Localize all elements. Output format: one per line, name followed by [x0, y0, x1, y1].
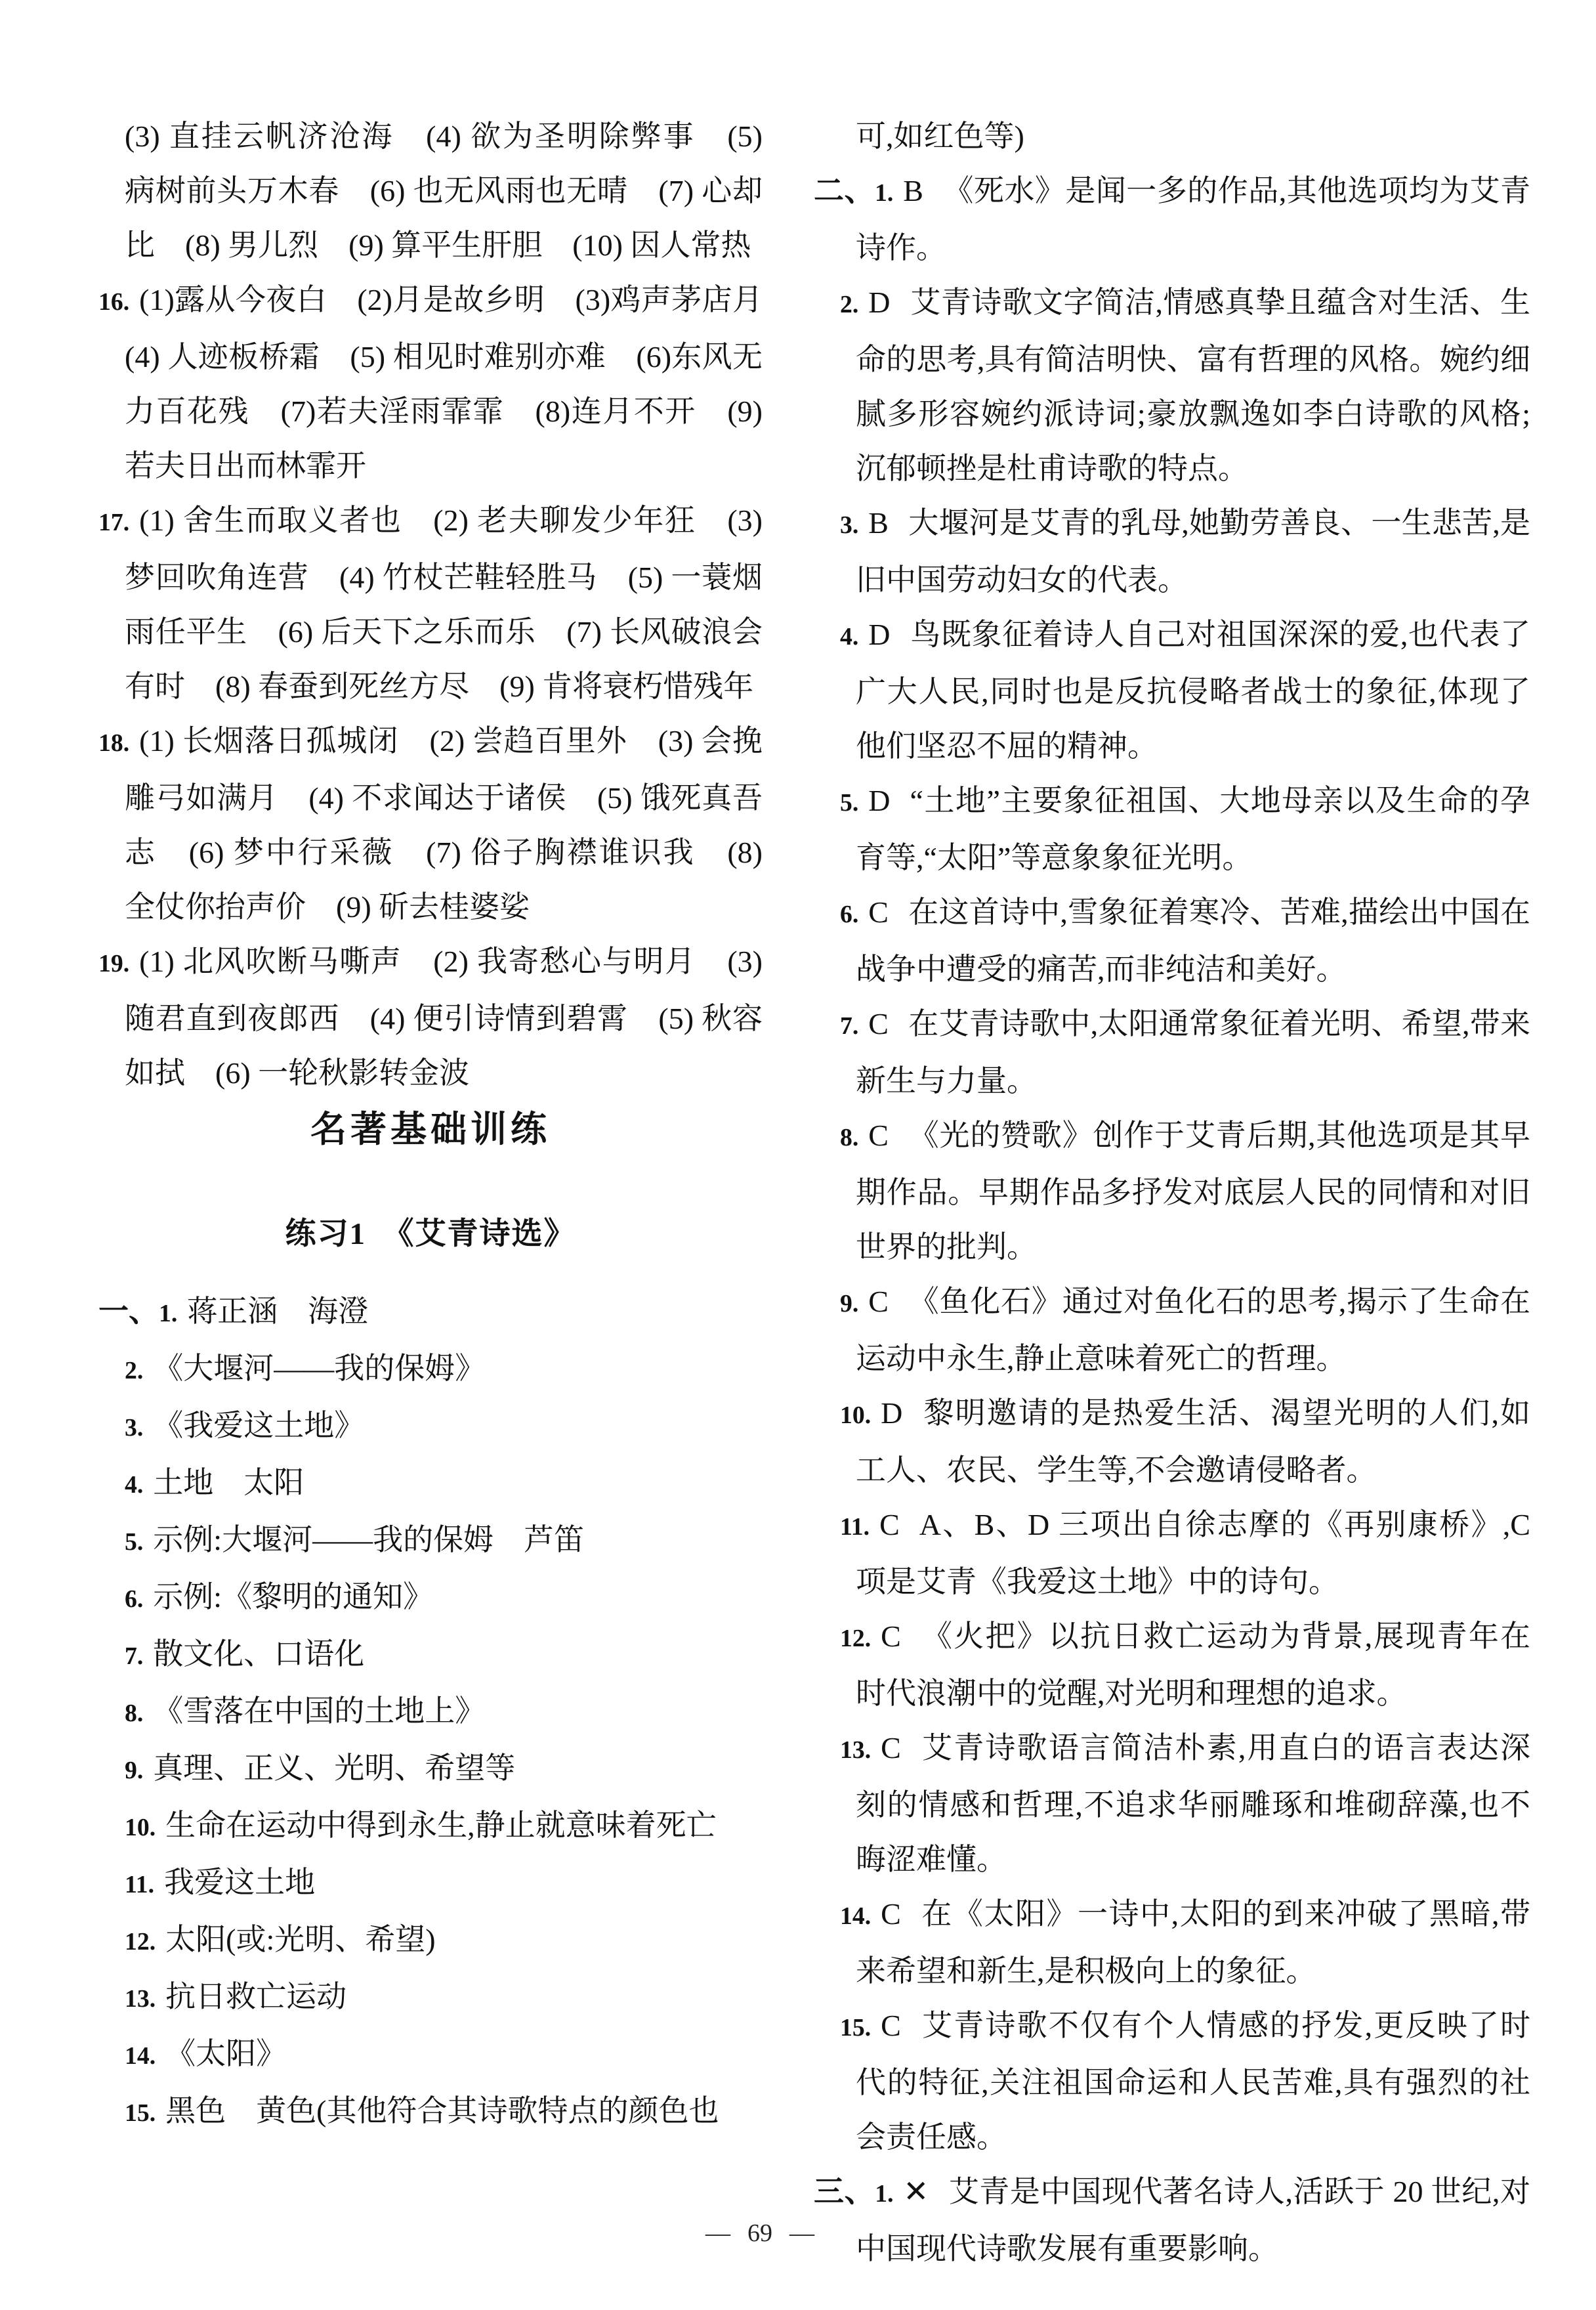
carryover-text: 可,如红色等) — [856, 119, 1024, 153]
answer-item-17 — [98, 493, 763, 714]
right-column — [814, 109, 1530, 2276]
page-number — [705, 2219, 814, 2248]
item-text: 《死水》是闻一多的作品,其他选项均为艾青诗作。 — [856, 174, 1531, 265]
item-number: 14. — [125, 2042, 156, 2070]
answer-item-s1-6 — [98, 1570, 763, 1627]
item-text: 示例:《黎明的通知》 — [153, 1580, 434, 1614]
carryover-answer-line — [814, 109, 1530, 163]
answer-item-s1-12 — [98, 1912, 763, 1969]
answer-item-s1-10 — [98, 1798, 763, 1855]
answer-item-s1-5 — [98, 1512, 763, 1570]
answer-item-s2-13 — [814, 1721, 1530, 1887]
item-number: 12. — [840, 1625, 872, 1652]
item-text: 《雪落在中国的土地上》 — [153, 1694, 486, 1728]
item-text: 蒋正涵 海澄 — [187, 1294, 369, 1328]
item-text: 艾青诗歌不仅有个人情感的抒发,更反映了时代的特征,关注祖国命运和人民苦难,具有强烈的社会责任感。 — [856, 2009, 1530, 2154]
item-text: 在这首诗中,雪象征着寒冷、苦难,描绘出中国在战争中遭受的痛苦,而非纯洁和美好。 — [856, 895, 1530, 986]
answer-item-s1-11 — [98, 1855, 763, 1912]
answer-item-s1-15 — [98, 2084, 763, 2141]
item-number: 15. — [125, 2099, 156, 2127]
answer-item-s2-7 — [814, 996, 1530, 1108]
choice-letter: C — [868, 1119, 889, 1152]
choice-letter: C — [879, 1508, 900, 1541]
item-number: 15. — [840, 2014, 872, 2042]
item-text: 抗日救亡运动 — [165, 1980, 347, 2013]
item-number: 5. — [840, 789, 859, 817]
choice-letter: D — [868, 784, 891, 817]
item-text: 《大堰河——我的保姆》 — [153, 1352, 486, 1385]
item-number: 2. — [125, 1357, 144, 1384]
item-text: 示例:大堰河——我的保姆 芦笛 — [153, 1523, 585, 1556]
item-number: 6. — [125, 1585, 144, 1613]
item-number: 10. — [125, 1814, 156, 1841]
answer-item-16 — [98, 272, 793, 493]
answer-item-s2-5 — [814, 773, 1530, 885]
item-number: 3. — [840, 511, 859, 539]
item-number: 7. — [840, 1012, 859, 1040]
answer-item-s2-2 — [814, 275, 1530, 496]
choice-letter: D — [868, 286, 891, 319]
answer-item-s2-8 — [814, 1108, 1530, 1274]
item-number: 9. — [125, 1757, 144, 1784]
item-number: 10. — [840, 1401, 872, 1429]
item-number: 6. — [840, 901, 859, 928]
item-number: 4. — [840, 623, 859, 651]
item-number: 2. — [840, 291, 859, 318]
item-number: 4. — [125, 1471, 144, 1499]
item-text: 生命在运动中得到永生,静止就意味着死亡 — [165, 1808, 717, 1842]
page-number-value: 69 — [747, 2219, 772, 2247]
item-text: 艾青诗歌语言简洁朴素,用直白的语言表达深刻的情感和哲理,不追求华丽雕琢和堆砌辞藻,也不晦涩难懂。 — [856, 1731, 1530, 1876]
item-text: A、B、D 三项出自徐志摩的《再别康桥》,C项是艾青《我爱这土地》中的诗句。 — [856, 1508, 1530, 1598]
answer-item-s1-7 — [98, 1627, 763, 1684]
item-number: 11. — [125, 1871, 155, 1898]
item-number: 14. — [840, 1902, 872, 1930]
answer-item-18 — [98, 714, 763, 934]
item-text: (1)露从今夜白 (2)月是故乡明 (3)鸡声茅店月 (4) 人迹板桥霜 (5) 相见时难别亦难 (6)东风无力百花残 (7)若夫淫雨霏霏 (8)连月不开 (9)若夫日出而林霏开 — [125, 283, 793, 482]
item-text: 黑色 黄色(其他符合其诗歌特点的颜色也 — [165, 2094, 719, 2128]
choice-letter: C — [881, 1619, 901, 1653]
choice-letter: C — [868, 895, 889, 929]
item-text: 艾青诗歌文字简洁,情感真挚且蕴含对生活、生命的思考,具有简洁明快、富有哲理的风格。婉约细腻多形容婉约派诗词;豪放飘逸如李白诗歌的风格;沉郁顿挫是杜甫诗歌的特点。 — [856, 286, 1530, 485]
choice-letter: D — [881, 1396, 903, 1430]
item-text: (1) 北风吹断马嘶声 (2) 我寄愁心与明月 (3) 随君直到夜郎西 (4) 便引诗情到碧霄 (5) 秋容如拭 (6) 一轮秋影转金波 — [125, 945, 763, 1090]
answer-item-s1-2 — [98, 1341, 763, 1398]
answer-item-s2-10 — [814, 1386, 1530, 1497]
section-title: 名著基础训练 — [310, 1109, 551, 1149]
item-number: 13. — [125, 1985, 156, 2013]
section-label: 三、 — [814, 2175, 875, 2208]
page-number-dash-left: — — [705, 2219, 730, 2247]
left-column — [98, 109, 793, 2141]
item-number: 8. — [125, 1700, 144, 1727]
item-text: 我爱这土地 — [164, 1866, 316, 1899]
answer-item-s2-11 — [814, 1497, 1530, 1609]
answer-item-s1-13 — [98, 1969, 763, 2026]
section-label: 二、 — [814, 174, 875, 207]
item-text: 鸟既象征着诗人自己对祖国深深的爱,也代表了广大人民,同时也是反抗侵略者战士的象征,体现了他们坚忍不屈的精神。 — [856, 618, 1530, 763]
item-text: 太阳(或:光明、希望) — [165, 1923, 436, 1956]
item-text: 真理、正义、光明、希望等 — [153, 1751, 516, 1785]
choice-letter: B — [868, 506, 889, 540]
item-text: 土地 太阳 — [153, 1466, 304, 1499]
choice-letter: C — [868, 1007, 889, 1040]
item-number: 12. — [125, 1928, 156, 1956]
item-text: 大堰河是艾青的乳母,她勤劳善良、一生悲苦,是旧中国劳动妇女的代表。 — [856, 506, 1530, 597]
item-number: 16. — [98, 288, 130, 316]
item-number: 7. — [125, 1642, 144, 1670]
judgement-mark: ✕ — [903, 2175, 929, 2208]
exercise-title: 练习1 《艾青诗选》 — [285, 1217, 576, 1251]
section-label: 一、 — [98, 1294, 159, 1328]
item-text: 《鱼化石》通过对鱼化石的思考,揭示了生命在运动中永生,静止意味着死亡的哲理。 — [856, 1285, 1530, 1375]
item-number: 1. — [874, 179, 894, 207]
item-text: 艾青是中国现代著名诗人,活跃于 20 世纪,对中国现代诗歌发展有重要影响。 — [856, 2175, 1531, 2265]
choice-letter: C — [881, 2009, 901, 2042]
answer-item-s2-15 — [814, 1998, 1530, 2164]
item-text: 《火把》以抗日救亡运动为背景,展现青年在时代浪潮中的觉醒,对光明和理想的追求。 — [856, 1619, 1530, 1710]
item-number: 8. — [840, 1124, 859, 1151]
answer-item-s1-3 — [98, 1398, 763, 1455]
item-text: 在艾青诗歌中,太阳通常象征着光明、希望,带来新生与力量。 — [856, 1007, 1530, 1098]
page-number-dash-right: — — [789, 2219, 814, 2247]
item-number: 5. — [125, 1528, 144, 1556]
choice-letter: B — [903, 174, 923, 207]
item-number: 3. — [125, 1414, 144, 1442]
item-number: 13. — [840, 1736, 872, 1764]
item-text: 《光的赞歌》创作于艾青后期,其他选项是其早期作品。早期作品多抒发对底层人民的同情和对旧世界的批判。 — [856, 1119, 1530, 1264]
item-text: 散文化、口语化 — [153, 1637, 365, 1671]
item-number: 1. — [875, 2180, 894, 2208]
choice-letter: C — [881, 1897, 901, 1931]
item-text: 《我爱这土地》 — [153, 1409, 365, 1442]
choice-letter: C — [881, 1731, 901, 1765]
item-text: “土地”主要象征祖国、大地母亲以及生命的孕育等,“太阳”等意象象征光明。 — [856, 784, 1530, 874]
answer-item-s2-6 — [814, 885, 1530, 996]
answer-item-s1-8 — [98, 1684, 763, 1741]
answer-item-s3-1 — [814, 2164, 1530, 2276]
answer-item-s1-4 — [98, 1455, 763, 1512]
answer-item-s2-9 — [814, 1274, 1530, 1386]
carryover-answer-lines — [98, 109, 763, 272]
item-number: 18. — [98, 729, 130, 757]
carryover-text: (3) 直挂云帆济沧海 (4) 欲为圣明除弊事 (5) 病树前头万木春 (6) 也无风雨也无晴 (7) 心却比 (8) 男儿烈 (9) 算平生肝胆 (10) 因人常热 — [125, 119, 763, 262]
answer-item-s1-1 — [98, 1284, 763, 1341]
answer-item-s1-14 — [98, 2026, 763, 2084]
item-number: 19. — [98, 950, 130, 977]
choice-letter: C — [868, 1285, 889, 1318]
item-number: 17. — [98, 509, 130, 536]
answer-item-19 — [98, 934, 763, 1100]
answer-item-s2-4 — [814, 607, 1530, 773]
item-number: 11. — [840, 1513, 870, 1541]
answer-item-s2-3 — [814, 496, 1530, 607]
item-number: 9. — [840, 1290, 859, 1317]
answer-item-s1-9 — [98, 1741, 763, 1798]
item-text: 在《太阳》一诗中,太阳的到来冲破了黑暗,带来希望和新生,是积极向上的象征。 — [856, 1897, 1530, 1988]
choice-letter: D — [868, 618, 891, 651]
item-number: 1. — [159, 1300, 178, 1327]
answer-item-s2-14 — [814, 1887, 1530, 1998]
item-text: 《太阳》 — [165, 2037, 287, 2070]
answer-item-s2-1 — [814, 163, 1530, 275]
answer-item-s2-12 — [814, 1609, 1530, 1721]
item-text: (1) 长烟落日孤城闭 (2) 尝趋百里外 (3) 会挽雕弓如满月 (4) 不求闻达于诸侯 (5) 饿死真吾志 (6) 梦中行采薇 (7) 俗子胸襟谁识我 (8) 全仗你抬声价 (9) 斫去桂婆娑 — [125, 724, 763, 924]
item-text: 黎明邀请的是热爱生活、渴望光明的人们,如工人、农民、学生等,不会邀请侵略者。 — [856, 1396, 1530, 1487]
item-text: (1) 舍生而取义者也 (2) 老夫聊发少年狂 (3) 梦回吹角连营 (4) 竹杖芒鞋轻胜马 (5) 一蓑烟雨任平生 (6) 后天下之乐而乐 (7) 长风破浪会有时 (8) 春蚕到死丝方尽 (9) 肯将衰朽惜残年 — [125, 503, 763, 703]
